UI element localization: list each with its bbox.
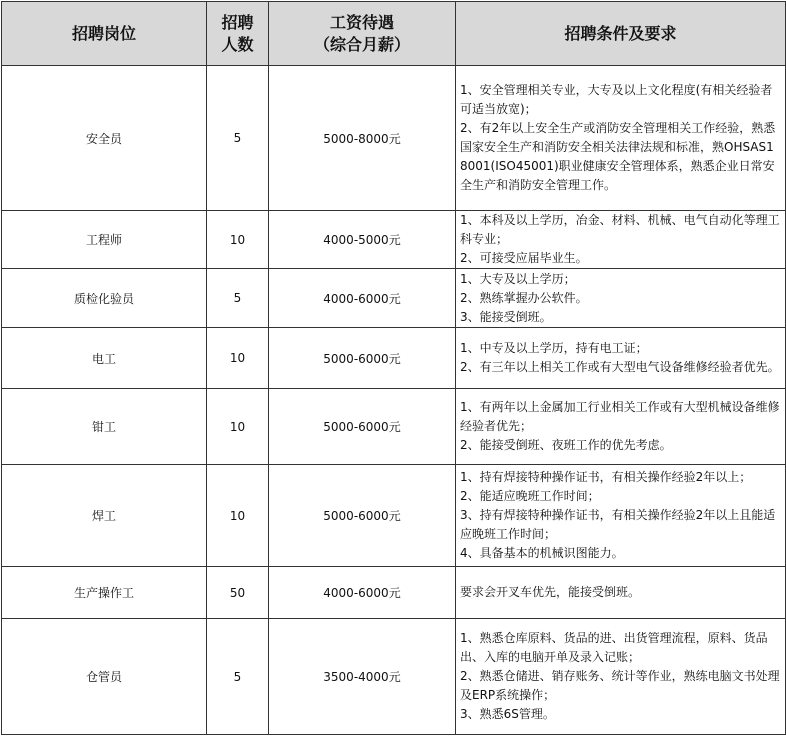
position-cell: 生产操作工 [2,567,207,619]
requirement-line: 1、有两年以上金属加工行业相关工作或有大型机械设备维修经验者优先； [460,400,780,433]
header-salary [269,2,456,66]
header-position: 招聘岗位 [2,2,207,66]
requirement-line: 2、有2年以上安全生产或消防安全管理相关工作经验，熟悉国家安全生产和消防安全相关法律法规和标准，熟OHSAS18001(ISO45001)职业健康安全管理体系，熟悉企业日常安全生产和消防安全管理工作。 [460,121,776,192]
table-row [2,389,786,465]
count-cell: 5 [207,619,269,735]
header-count-line-2: 人数 [221,34,254,54]
requirements-cell [456,619,786,735]
table-row [2,465,786,567]
requirement-line: 2、可接受应届毕业生。 [460,251,588,265]
position-cell: 仓管员 [2,619,207,735]
header-salary-line-2: （综合月薪） [313,34,410,54]
salary-cell: 5000-8000元 [269,66,456,211]
salary-cell: 3500-4000元 [269,619,456,735]
requirement-line: 2、熟练掌握办公软件。 [460,290,588,305]
count-cell: 50 [207,567,269,619]
requirement-line: 1、本科及以上学历，冶金、材料、机械、电气自动化等理工科专业； [460,213,780,246]
position-cell: 焊工 [2,465,207,567]
requirement-line: 2、能适应晚班工作时间； [460,489,600,503]
requirement-line: 3、熟悉6S管理。 [460,707,555,721]
requirement-line: 2、能接受倒班、夜班工作的优先考虑。 [460,438,672,452]
requirement-line: 3、能接受倒班。 [460,309,552,324]
requirements-cell [456,567,786,619]
table-row [2,269,786,328]
count-cell: 10 [207,465,269,567]
requirements-cell [456,66,786,211]
table-header [2,2,786,66]
requirement-line: 1、中专及以上学历，持有电工证； [460,341,648,355]
requirements-cell [456,211,786,269]
requirement-line: 2、有三年以上相关工作或有大型电气设备维修经验者优先。 [460,360,780,374]
position-cell: 钳工 [2,389,207,465]
position-cell: 工程师 [2,211,207,269]
count-cell: 10 [207,328,269,389]
salary-cell: 5000-6000元 [269,328,456,389]
requirement-line: 1、熟悉仓库原料、货品的进、出货管理流程，原料、货品出、入库的电脑开单及录入记账； [460,631,768,664]
position-cell: 质检化验员 [2,269,207,328]
salary-cell: 4000-6000元 [269,567,456,619]
salary-cell: 5000-6000元 [269,389,456,465]
count-cell: 5 [207,269,269,328]
recruitment-table [1,1,786,735]
requirement-line: 要求会开叉车优先，能接受倒班。 [460,585,641,599]
position-cell: 安全员 [2,66,207,211]
requirement-line: 3、持有焊接特种操作证书，有相关操作经验2年以上且能适应晚班工作时间； [460,508,776,541]
table-row [2,567,786,619]
count-cell: 10 [207,211,269,269]
header-count [207,2,269,66]
requirements-cell [456,389,786,465]
table-row [2,619,786,735]
header-requirements: 招聘条件及要求 [456,2,786,66]
requirement-line: 1、安全管理相关专业，大专及以上文化程度(有相关经验者可适当放宽)； [460,83,773,116]
requirement-line: 2、熟悉仓储进、销存账务、统计等作业，熟练电脑文书处理及ERP系统操作； [460,669,780,702]
salary-cell: 4000-6000元 [269,269,456,328]
requirements-cell [456,328,786,389]
count-cell: 5 [207,66,269,211]
requirements-cell [456,465,786,567]
header-salary-line-1: 工资待遇 [329,12,394,32]
header-count-line-1: 招聘 [221,12,254,32]
requirement-line: 1、持有焊接特种操作证书，有相关操作经验2年以上； [460,470,752,484]
table-row [2,328,786,389]
salary-cell: 4000-5000元 [269,211,456,269]
requirement-line: 1、大专及以上学历； [460,271,576,286]
requirement-line: 4、具备基本的机械识图能力。 [460,546,624,560]
salary-cell: 5000-6000元 [269,465,456,567]
table-row [2,66,786,211]
requirements-cell [456,269,786,328]
header-row [2,2,786,66]
position-cell: 电工 [2,328,207,389]
count-cell: 10 [207,389,269,465]
table-row [2,211,786,269]
